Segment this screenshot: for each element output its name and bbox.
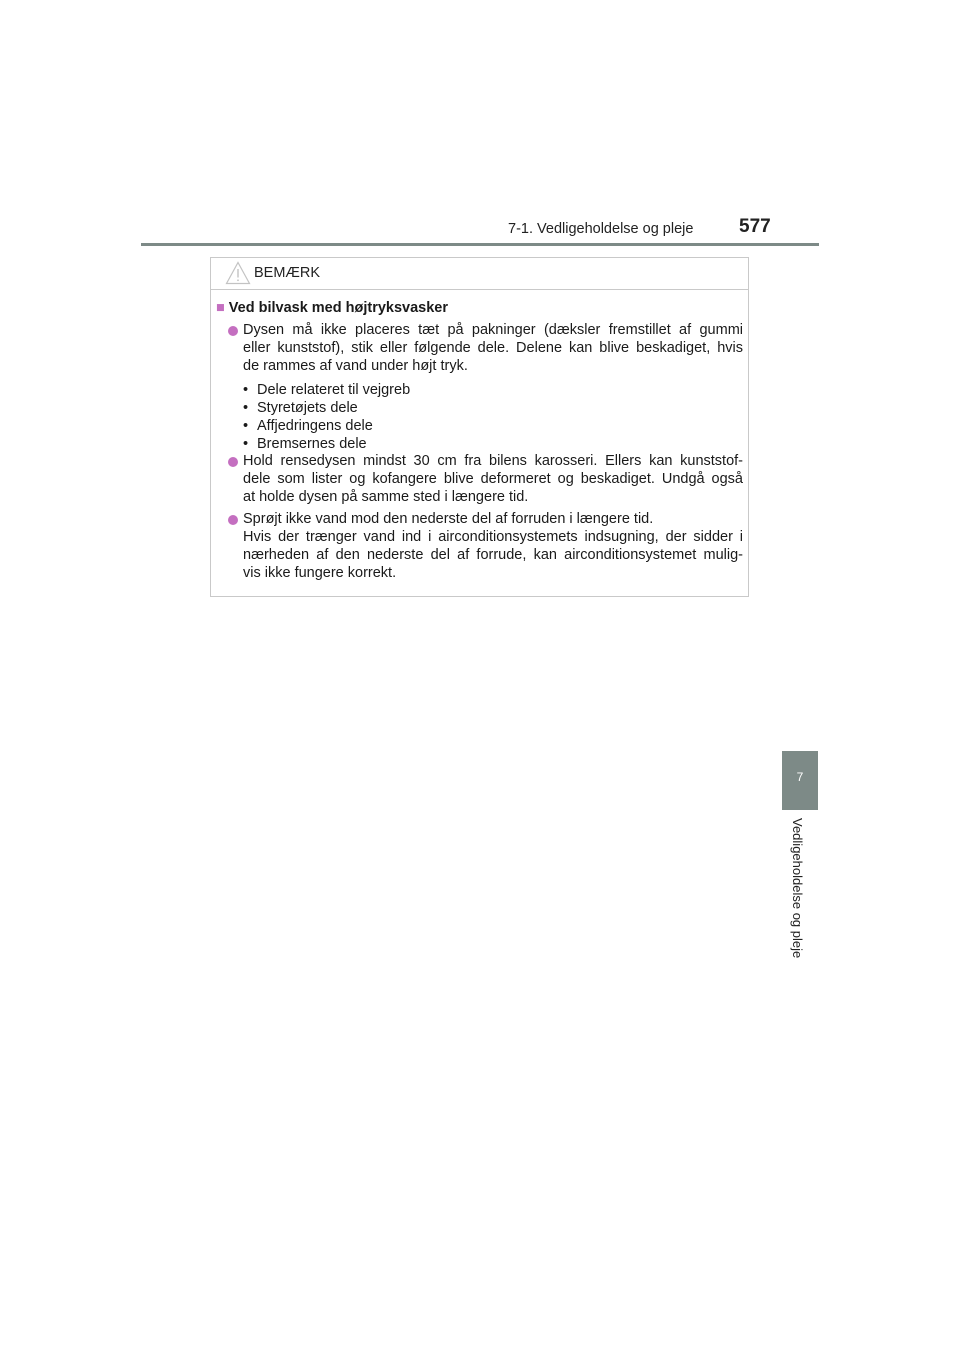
item-text-line: de rammes af vand under højt tryk. bbox=[243, 358, 468, 374]
chapter-number: 7 bbox=[796, 770, 804, 784]
item-text-line: Dysen må ikke placeres tæt på pakninger (dæksler fremstillet af gummi bbox=[243, 322, 743, 338]
notice-title: BEMÆRK bbox=[254, 265, 321, 281]
circle-bullet-icon bbox=[228, 326, 238, 336]
square-bullet-icon: ■ bbox=[216, 300, 225, 316]
item-text-line: at holde dysen på samme sted i længere tid. bbox=[243, 489, 529, 505]
notice-header bbox=[211, 258, 748, 290]
sub-list-item: • Styretøjets dele bbox=[243, 400, 358, 416]
header-divider bbox=[141, 243, 819, 246]
section-heading bbox=[216, 300, 448, 316]
item-text-line: eller kunststof), stik eller følgende dele. Delene kan blive beskadiget, hvis bbox=[243, 340, 743, 356]
sub-list-item: • Bremsernes dele bbox=[243, 436, 367, 452]
sub-item-text: Affjedringens dele bbox=[257, 418, 373, 434]
circle-bullet-icon bbox=[228, 515, 238, 525]
chapter-label-wrap bbox=[780, 818, 820, 978]
sub-list-item: • Affjedringens dele bbox=[243, 418, 373, 434]
sub-item-text: Styretøjets dele bbox=[257, 400, 358, 416]
item-text-line: nærheden af den nederste del af forrude, kan airconditionsystemet mulig- bbox=[243, 547, 743, 563]
sub-item-text: Bremsernes dele bbox=[257, 436, 367, 452]
notice-box bbox=[210, 257, 749, 597]
item-text-line: vis ikke fungere korrekt. bbox=[243, 565, 397, 581]
sub-item-text: Dele relateret til vejgreb bbox=[257, 382, 411, 398]
item-text-line: Sprøjt ikke vand mod den nederste del af forruden i længere tid. bbox=[243, 511, 654, 527]
page-number: 577 bbox=[739, 216, 771, 237]
header-section-title: 7-1. Vedligeholdelse og pleje bbox=[508, 221, 694, 237]
item-text-line: dele som lister og kofangere blive deformeret og beskadiget. Undgå også bbox=[243, 471, 743, 487]
item-text-line: Hvis der trænger vand ind i airconditionsystemets indsugning, der sidder i bbox=[243, 529, 743, 545]
chapter-tab bbox=[782, 751, 818, 810]
sub-list-item: • Dele relateret til vejgreb bbox=[243, 382, 411, 398]
item-text-line: Hold rensedysen mindst 30 cm fra bilens karosseri. Ellers kan kunststof- bbox=[243, 453, 743, 469]
chapter-label: Vedligeholdelse og pleje bbox=[790, 818, 805, 959]
section-heading-text: Ved bilvask med højtryksvasker bbox=[228, 300, 449, 316]
circle-bullet-icon bbox=[228, 457, 238, 467]
warning-triangle-icon bbox=[225, 261, 251, 285]
